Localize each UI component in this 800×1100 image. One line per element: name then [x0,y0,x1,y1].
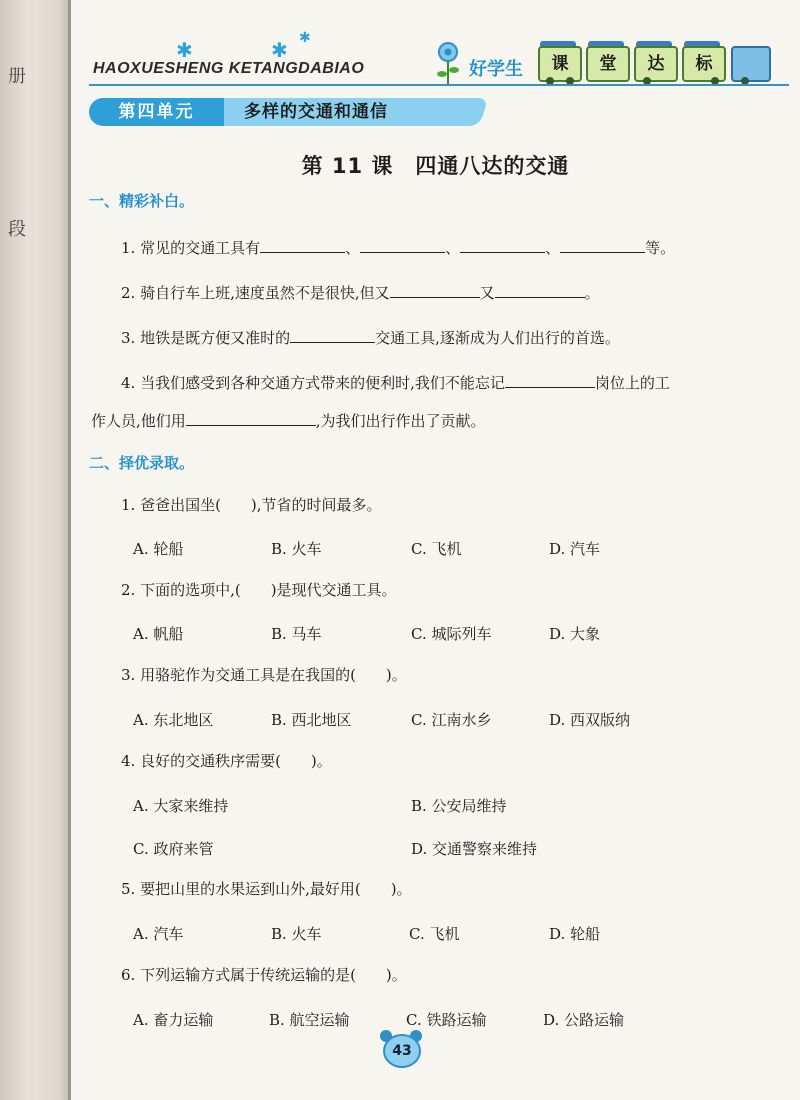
fill-question-3 [121,326,620,348]
series-title: HAOXUESHENG KETANGDABIAO [93,60,365,77]
option-d[interactable]: D. 交通警察来维持 [411,840,538,858]
flower-icon [431,40,465,84]
option-c[interactable]: C. 飞机 [411,540,462,558]
choice-question-4: 4. 良好的交通秩序需要( )。 [121,752,332,770]
choice-question-2: 2. 下面的选项中,( )是现代交通工具。 [121,581,397,599]
train-engine-icon [731,46,771,82]
star-icon: ✱ [271,38,288,62]
option-b[interactable]: B. 火车 [271,540,322,558]
lesson-title: 第 11 课 四通八达的交通 [301,154,570,178]
option-a[interactable]: A. 汽车 [133,925,184,943]
question-text: 4. 当我们感受到各种交通方式带来的便利时,我们不能忘记 [121,374,505,392]
option-d[interactable]: D. 汽车 [549,540,601,558]
section-heading-fill: 一、精彩补白。 [89,192,195,210]
option-c[interactable]: C. 城际列车 [411,625,492,643]
option-a[interactable]: A. 畜力运输 [133,1011,214,1029]
train-car: 标 [682,46,726,82]
separator: 、 [445,239,461,257]
question-text: 等。 [645,239,676,257]
answer-blank[interactable] [290,326,375,343]
star-icon: ✱ [299,30,311,46]
answer-blank[interactable] [260,236,345,253]
option-a[interactable]: A. 东北地区 [133,711,214,729]
train-car: 课 [538,46,582,82]
question-text: 。 [584,284,600,302]
page-number: 43 [383,1034,421,1068]
option-d[interactable]: D. 公路运输 [543,1011,625,1029]
option-c[interactable]: C. 江南水乡 [411,711,492,729]
separator: 、 [345,239,361,257]
answer-blank[interactable] [186,409,316,426]
question-text: 2. 骑自行车上班,速度虽然不是很快,但又 [121,284,390,302]
fill-question-1 [121,236,675,258]
question-text: 又 [479,284,495,302]
question-text: 1. 常见的交通工具有 [121,239,261,257]
section-heading-choice: 二、择优录取。 [89,454,195,472]
question-text: ,为我们出行作出了贡献。 [315,412,486,430]
edge-char: 段 [8,219,26,240]
answer-blank[interactable] [390,281,480,298]
workbook-page [71,0,800,1100]
question-text: 3. 地铁是既方便又准时的 [121,329,291,347]
star-icon: ✱ [176,38,193,62]
option-d[interactable]: D. 轮船 [549,925,601,943]
option-b[interactable]: B. 火车 [271,925,322,943]
page-number-badge [376,1030,426,1070]
option-c[interactable]: C. 铁路运输 [406,1011,487,1029]
book-spine [0,0,70,1100]
separator: 、 [545,239,561,257]
choice-question-1: 1. 爸爸出国坐( ),节省的时间最多。 [121,496,382,514]
choice-question-3: 3. 用骆驼作为交通工具是在我国的( )。 [121,666,407,684]
brand-label: 好学生 [469,59,523,80]
fill-question-4 [121,371,670,393]
edge-char: 册 [8,66,26,87]
question-text: 交通工具,逐渐成为人们出行的首选。 [375,329,620,347]
option-b[interactable]: B. 航空运输 [269,1011,350,1029]
answer-blank[interactable] [495,281,585,298]
header-rule [89,84,789,86]
option-d[interactable]: D. 西双版纳 [549,711,631,729]
choice-question-6: 6. 下列运输方式属于传统运输的是( )。 [121,966,407,984]
option-c[interactable]: C. 飞机 [409,925,460,943]
question-text: 作人员,他们用 [91,412,186,430]
answer-blank[interactable] [360,236,445,253]
train-car: 堂 [586,46,630,82]
option-c[interactable]: C. 政府来管 [133,840,214,858]
option-b[interactable]: B. 西北地区 [271,711,352,729]
option-a[interactable]: A. 大家来维持 [133,797,229,815]
option-a[interactable]: A. 帆船 [133,625,184,643]
option-b[interactable]: B. 马车 [271,625,322,643]
answer-blank[interactable] [460,236,545,253]
question-text: 岗位上的工 [594,374,670,392]
fill-question-2 [121,281,600,303]
answer-blank[interactable] [505,371,595,388]
fill-question-4-cont [91,409,486,431]
unit-label: 第四单元 [89,98,224,126]
train-car: 达 [634,46,678,82]
option-d[interactable]: D. 大象 [549,625,601,643]
option-a[interactable]: A. 轮船 [133,540,184,558]
unit-title: 多样的交通和通信 [244,102,388,122]
answer-blank[interactable] [560,236,645,253]
choice-question-5: 5. 要把山里的水果运到山外,最好用( )。 [121,880,412,898]
option-b[interactable]: B. 公安局维持 [411,797,507,815]
